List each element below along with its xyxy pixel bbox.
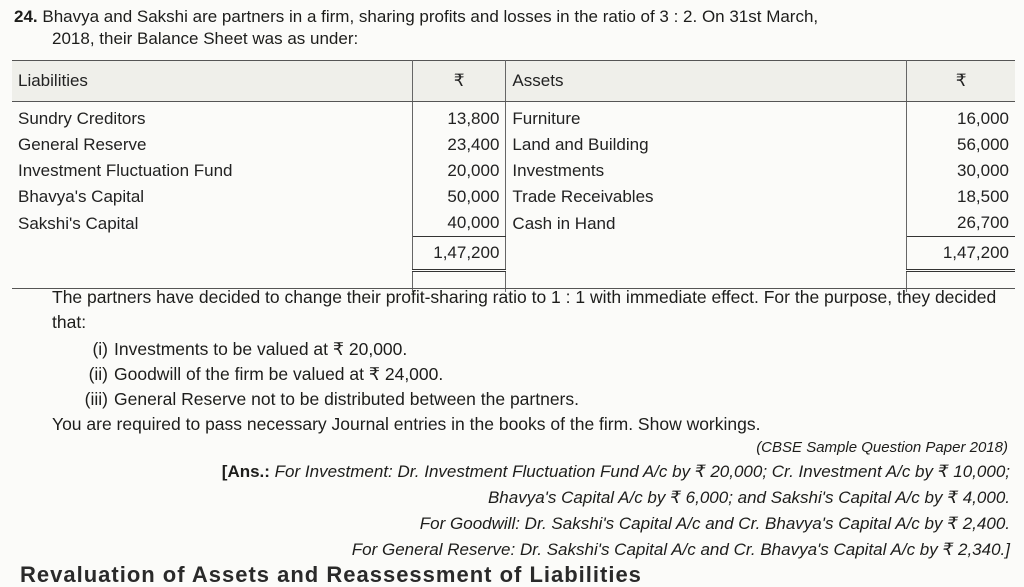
liabilities-total: 1,47,200 <box>412 237 506 271</box>
answer-block <box>52 459 1010 563</box>
item-number: (iii) <box>84 389 108 409</box>
total-row <box>12 237 1015 271</box>
table-row <box>12 210 1015 237</box>
source-citation: (CBSE Sample Question Paper 2018) <box>756 439 1008 456</box>
asset-amount: 26,700 <box>907 210 1015 237</box>
item-number: (i) <box>92 339 108 359</box>
list-item <box>52 362 1014 387</box>
liability-name: Sakshi's Capital <box>12 210 412 237</box>
list-item <box>52 337 1014 362</box>
balance-sheet-table <box>12 60 1015 292</box>
conditions-list <box>52 337 1014 412</box>
answer-open-bracket: [ <box>221 462 228 481</box>
next-heading-text: Revaluation of Assets and Reassessment of Liabilities <box>20 562 642 587</box>
item-number: (ii) <box>88 364 108 384</box>
answer-line3: For Goodwill: Dr. Sakshi's Capital A/c and Cr. Bhavya's Capital A/c by ₹ 2,400. <box>419 514 1010 533</box>
intro-paragraph: The partners have decided to change their profit-sharing ratio to 1 : 1 with immediate effect. For the purpose, they decided that: <box>52 287 997 332</box>
asset-amount: 16,000 <box>957 109 1009 128</box>
question-text-line1: Bhavya and Sakshi are partners in a firm, sharing profits and losses in the ratio of 3 : 2. On 31st March, <box>42 7 819 26</box>
table-row <box>12 158 1015 184</box>
header-liabilities-amount: ₹ <box>412 61 506 102</box>
item-text: Investments to be valued at ₹ 20,000. <box>114 339 408 359</box>
answer-line1-text: For Investment: Dr. Investment Fluctuation Fund A/c by ₹ 20,000; Cr. Investment A/c by ₹ 10,000; <box>274 462 1010 481</box>
liability-amount: 23,400 <box>412 132 506 158</box>
asset-name: Trade Receivables <box>506 184 907 210</box>
list-item <box>52 387 1014 412</box>
next-section-heading-cropped <box>0 562 1024 587</box>
liability-amount: 40,000 <box>412 210 506 237</box>
asset-name: Land and Building <box>506 132 907 158</box>
question-heading <box>14 6 1019 50</box>
asset-amount: 18,500 <box>957 187 1009 206</box>
asset-name: Investments <box>506 158 907 184</box>
liability-amount: 50,000 <box>412 184 506 210</box>
question-number: 24. <box>14 7 38 26</box>
asset-amount: 30,000 <box>957 161 1009 180</box>
table-row <box>12 102 1015 133</box>
asset-name: Furniture <box>506 102 907 133</box>
requirement-text: You are required to pass necessary Journal entries in the books of the firm. Show workings. <box>52 414 761 434</box>
question-body <box>52 285 1014 563</box>
asset-amount: 56,000 <box>957 135 1009 154</box>
liability-name: Bhavya's Capital <box>12 184 412 210</box>
header-assets-amount: ₹ <box>907 61 1015 102</box>
table-row <box>12 184 1015 210</box>
question-text-line2: 2018, their Balance Sheet was as under: <box>52 29 359 48</box>
item-text: General Reserve not to be distributed between the partners. <box>114 389 579 409</box>
liability-name: General Reserve <box>12 132 412 158</box>
answer-line2: Bhavya's Capital A/c by ₹ 6,000; and Sakshi's Capital A/c by ₹ 4,000. <box>487 488 1010 507</box>
header-assets: Assets <box>506 61 907 102</box>
answer-line4: For General Reserve: Dr. Sakshi's Capital A/c and Cr. Bhavya's Capital A/c by ₹ 2,340.] <box>351 540 1010 559</box>
answer-line1 <box>52 459 1010 485</box>
liability-name: Investment Fluctuation Fund <box>12 158 412 184</box>
liability-amount: 20,000 <box>412 158 506 184</box>
item-text: Goodwill of the firm be valued at ₹ 24,000. <box>114 364 444 384</box>
table-row <box>12 132 1015 158</box>
answer-label: Ans.: <box>227 462 270 481</box>
asset-name: Cash in Hand <box>506 210 907 237</box>
liability-name: Sundry Creditors <box>12 102 412 133</box>
header-liabilities: Liabilities <box>12 61 412 102</box>
liability-amount: 13,800 <box>412 102 506 133</box>
assets-total: 1,47,200 <box>907 237 1015 271</box>
table-header-row <box>12 61 1015 102</box>
